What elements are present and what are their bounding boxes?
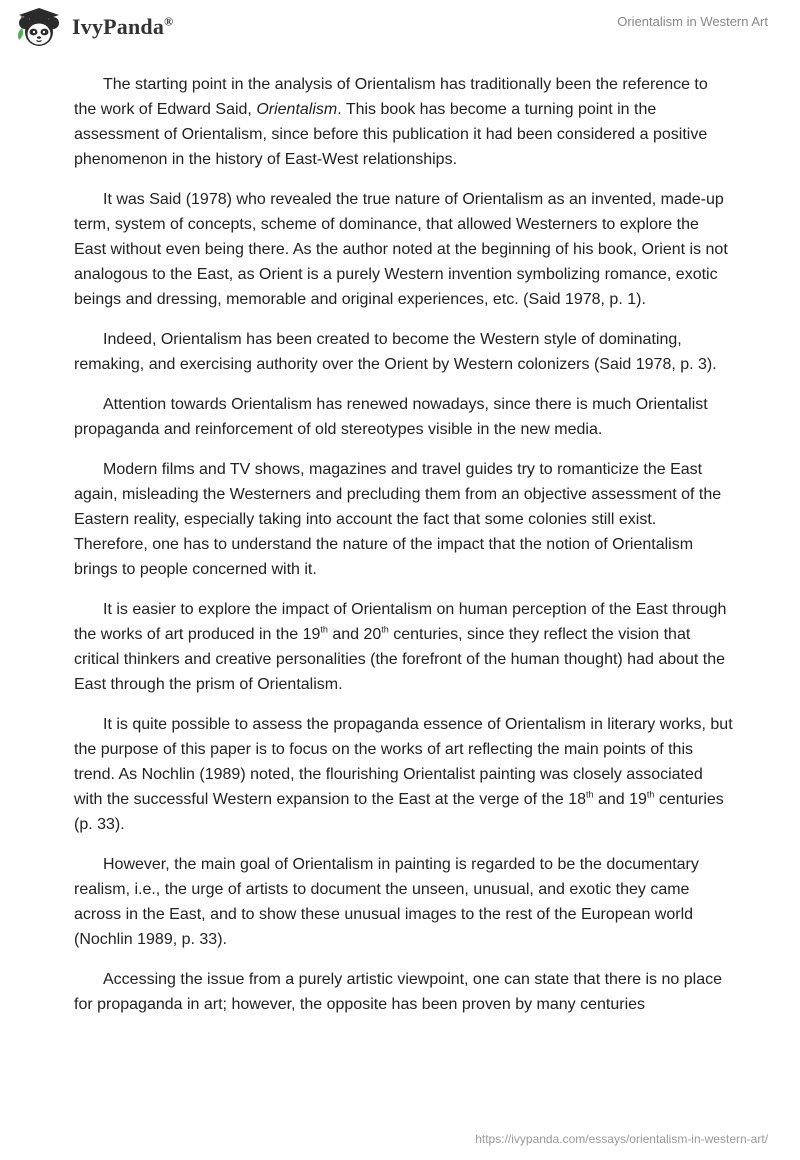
essay-body [74, 72, 734, 1032]
logo-wordmark: IvyPanda® [72, 14, 174, 39]
ivypanda-logo[interactable] [14, 6, 173, 48]
paragraph-8: However, the main goal of Orientalism in painting is regarded to be the documentary realism, i.e., the urge of artists to document the unseen, unusual, and exotic they came across in the East, and to show these unusual images to the rest of the European world (Nochlin 1989, p. 33). [74, 856, 699, 948]
paragraph-9: Accessing the issue from a purely artistic viewpoint, one can state that there is no place for propaganda in art; however, the opposite has been proven by many centuries [74, 971, 722, 1013]
footer-url-link[interactable]: https://ivypanda.com/essays/orientalism-in-western-art/ [475, 1132, 768, 1146]
paragraph-2: It was Said (1978) who revealed the true nature of Orientalism as an invented, made-up term, system of concepts, scheme of dominance, that allowed Westerners to explore the East without even being there. As the author noted at the beginning of his book, Orient is not analogous to the East, as Orient is a purely Western invention symbolizing romance, exotic beings and dressing, memorable and original experiences, etc. (Said 1978, p. 1). [74, 191, 728, 308]
document-title: Orientalism in Western Art [617, 14, 768, 29]
paragraph-7: It is quite possible to assess the propaganda essence of Orientalism in literary works, but the purpose of this paper is to focus on the works of art reflecting the main points of this trend. As Nochlin (1989) noted, the flourishing Orientalist painting was closely associated with the successful Western expansion to the East at the verge of the 18th and 19th centuries (p. 33). [74, 716, 733, 833]
page-header [0, 0, 800, 70]
panda-graduate-icon [14, 6, 64, 48]
paragraph-1: The starting point in the analysis of Orientalism has traditionally been the reference to the work of Edward Said, Orientalism. This book has become a turning point in the assessment of Orientalism, since before this publication it had been considered a positive phenomenon in the history of East-West relationships. [74, 76, 708, 168]
paragraph-6: It is easier to explore the impact of Orientalism on human perception of the East through the works of art produced in the 19th and 20th centuries, since they reflect the vision that critical thinkers and creative personalities (the forefront of the human thought) had about the East through the prism of Orientalism. [74, 601, 727, 693]
paragraph-5: Modern films and TV shows, magazines and travel guides try to romanticize the East again, misleading the Westerners and precluding them from an objective assessment of the Eastern reality, especially taking into account the fact that some colonies still exist. Therefore, one has to understand the nature of the impact that the notion of Orientalism brings to people concerned with it. [74, 461, 722, 578]
book-title-italic: Orientalism [256, 101, 338, 118]
paragraph-4: Attention towards Orientalism has renewed nowadays, since there is much Orientalist propaganda and reinforcement of old stereotypes visible in the new media. [74, 396, 708, 438]
paragraph-3: Indeed, Orientalism has been created to become the Western style of dominating, remaking, and exercising authority over the Orient by Western colonizers (Said 1978, p. 3). [74, 331, 717, 373]
